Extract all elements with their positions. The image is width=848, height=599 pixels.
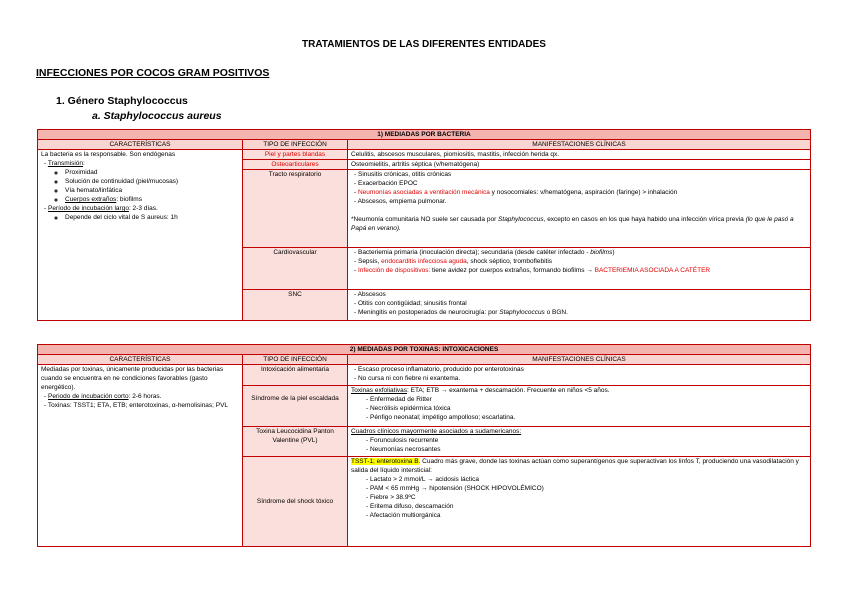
manif-respiratorio: - Sinusitis crónicas, otitis crónicas - Exacerbación EPOC - Neumonías asociadas a ventilación mecánica y nosocomiales: v/hematógena, aspiración (faringe) > inhalación - Abscesos, empiema pulmonar. *Neumonía comunitaria NO suele ser causada por Staphylococcus, excepto en casos en los que haya habido una infección vírica previa (lo que le pasó a Papá en verano). [348,170,811,248]
header-tipo: TIPO DE INFECCIÓN [243,355,348,365]
tipo-piel: Piel y partes blandas [243,150,348,160]
header-manifestaciones: MANIFESTACIONES CLÍNICAS [348,140,811,150]
tipo-respiratorio: Tracto respiratorio [243,170,348,248]
caracteristicas-cell: Mediadas por toxinas, únicamente producidas por las bacterias cuando se encuentra en ne condiciones favorables (gasto energético). - Periodo de incubación corto: 2-6 horas. - Toxinas: TSST1; ETA, ETB; enterotoxinas, α-hemolisinas; PVL [38,365,243,547]
manif-piel: Celulitis, abscesos musculares, piomiositis, mastitis, infección herida qx. [348,150,811,160]
table-toxinas [37,344,811,547]
tipo-shock: Síndrome del shock tóxico [243,457,348,547]
manif-shock: TSST-1; enterotoxina B. Cuadro más grave, donde las toxinas actúan como superantígenos que superactivan los linfos T, produciendo una vasodilatación y salida del líquido intersticial: - Lactato > 2 mmol/L → acidosis láctica - PAM < 65 mmHg → hipotensión (SHOCK HIPOVOLÉMICO) - Fiebre > 38.9ºC - Eritema difuso, descamación - Afectación multiorgánica [348,457,811,547]
tipo-escaldada: Síndrome de la piel escaldada [243,386,348,427]
tipo-osteo: Osteoarticulares [243,160,348,170]
caracteristicas-cell: La bacteria es la responsable. Son endógenas - Transmisión: ◦ Proximidad ◦ Solución de continuidad (piel/mucosas) ◦ Vía hemato/linfática ◦ Cuerpos extraños: biofilms - Período de incubación largo: 2-3 días. ◦ Depende del ciclo vital de S aureus: 1h [38,150,243,321]
tipo-cardiovascular: Cardiovascular [243,248,348,290]
manif-escaldada: Toxinas exfoliativas: ETA; ETB → exantema + descamación. Frecuente en niños <5 años. - Enfermedad de Ritter - Necrólisis epidérmica tóxica - Pénfigo neonatal; impétigo ampolloso; escarlatina. [348,386,811,427]
manif-snc: - Abscesos - Otitis con contigüidad; sinusitis frontal - Meningitis en postoperados de neurocirugía: por Staphylococcus o BGN. [348,290,811,321]
table-band: 2) MEDIADAS POR TOXINAS: INTOXICACIONES [38,345,811,355]
document-title: TRATAMIENTOS DE LAS DIFERENTES ENTIDADES [302,39,546,50]
genus-heading: 1. Género Staphylococcus [56,95,188,107]
tipo-alimentaria: Intoxicación alimentaria [243,365,348,386]
header-caracteristicas: CARACTERÍSTICAS [38,355,243,365]
species-heading: a. Staphylococcus aureus [92,110,222,122]
header-manifestaciones: MANIFESTACIONES CLÍNICAS [348,355,811,365]
table-band: 1) MEDIADAS POR BACTERIA [38,130,811,140]
table-bacteria [37,129,811,321]
manif-pvl: Cuadros clínicos mayormente asociados a sudamericanos: - Forunculosis recurrente - Neumonías necrosantes [348,427,811,457]
table-header-row [38,140,811,150]
header-caracteristicas: CARACTERÍSTICAS [38,140,243,150]
manif-alimentaria: - Escaso proceso inflamatorio, producido por enterotoxinas - No cursa ni con fiebre ni exantema. [348,365,811,386]
tipo-snc: SNC [243,290,348,321]
header-tipo: TIPO DE INFECCIÓN [243,140,348,150]
manif-cardiovascular: - Bacteriemia primaria (inoculación directa); secundaria (desde catéter infectado - biofilms) - Sepsis, endocarditis infecciosa aguda, shock séptico, tromboflebitis - Infección de dispositivos: tiene avidez por cuerpos extraños, formando biofilms → BACTERIEMIA ASOCIADA A CATÉTER [348,248,811,290]
manif-osteo: Osteomielitis, artritis séptica (v/hematógena) [348,160,811,170]
section-heading: INFECCIONES POR COCOS GRAM POSITIVOS [36,67,270,79]
tipo-pvl: Toxina Leucocidina Panton Valentine (PVL) [243,427,348,457]
table-header-row [38,355,811,365]
